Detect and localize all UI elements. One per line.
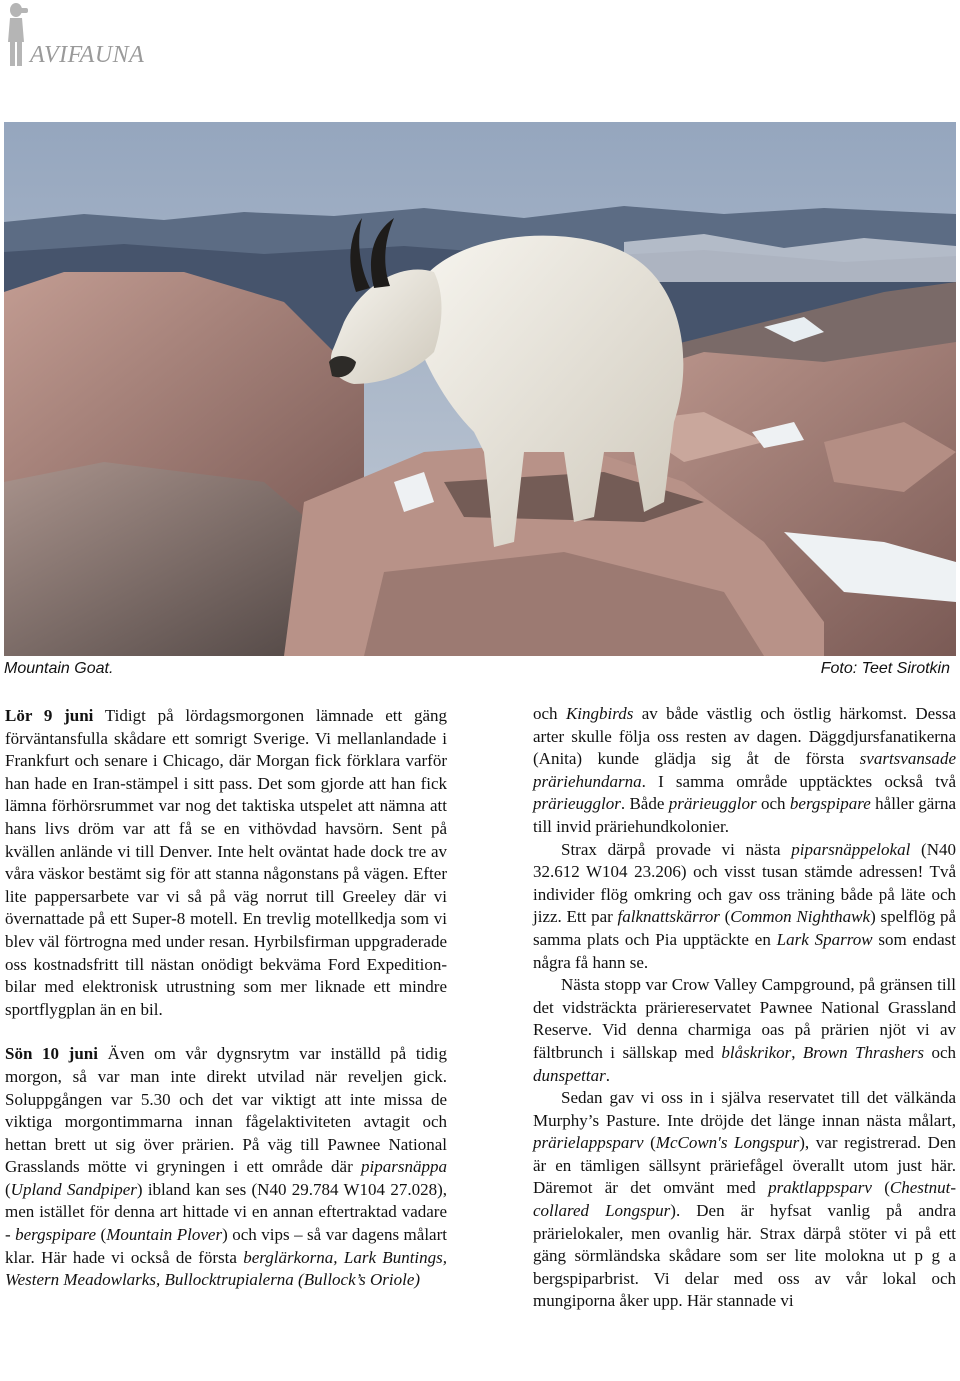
photo-credit: Foto: Teet Sirotkin — [820, 660, 950, 677]
species-name: bergspipare — [789, 794, 871, 814]
species-name: svartsvansade präriehundarna — [533, 749, 956, 791]
species-name: Common Nighthawk — [730, 907, 871, 927]
species-name: dunspettar — [533, 1065, 606, 1085]
paragraph-kingbirds — [533, 703, 956, 839]
species-name: berglärkorna, Lark Buntings, Western Meadowlarks, Bullocktrupialerna (Bullock’s Oriole) — [5, 1247, 448, 1290]
paragraph-text: , — [791, 1042, 803, 1062]
paragraph-text: (N40 32.612 W104 23.206) och visst tusan stämde adressen! Två individer flög omkring och gav oss träning både på läte och jizz. Ett par — [533, 839, 956, 927]
species-name: McCown's Longspur — [655, 1133, 800, 1153]
paragraph-text: ) och vips – så var dagens målart klar. Här hade vi också de första — [5, 1225, 447, 1267]
species-name: Chestnut-collared Longspur — [533, 1178, 956, 1221]
species-name: bergspipare — [15, 1225, 97, 1245]
paragraph-text: ) spelflög på samma plats och Pia upptäckte en — [533, 907, 957, 949]
date-heading: Sön 10 juni — [5, 1044, 98, 1064]
paragraph-text: . I samma område upptäcktes också två — [641, 771, 956, 791]
species-name: falknattskärror — [617, 907, 720, 927]
species-name: blåskrikor — [721, 1042, 792, 1062]
birdwatcher-icon — [2, 0, 32, 70]
species-name: Kingbirds — [565, 704, 634, 723]
paragraph-sunday — [5, 1043, 447, 1292]
species-name: prärielappsparv — [533, 1133, 644, 1153]
paragraph-crow-valley — [533, 974, 956, 1087]
paragraph-text: ). Den är hyfsat vanlig på andra prärielokaler, men ovanlig här. Strax därpå stöter vi på ett gäng sörmländska skådare som ser lite molokna ut p g a bergspiparbrist. Vi delar med oss av vår lokal och mungiporna åker upp. Här stannade vi — [533, 1201, 956, 1311]
paragraph-text: ) ibland kan ses (N40 29.784 W104 27.028), men istället för denna art hittade vi en annan eftertraktad vadare - — [5, 1179, 447, 1245]
paragraph-saturday — [5, 705, 447, 1021]
paragraph-text: som endast några få hann se. — [533, 929, 956, 972]
species-name: Lark Sparrow — [776, 929, 873, 949]
paragraph-text: . Både — [620, 794, 669, 814]
paragraph-text: ( — [871, 1178, 890, 1198]
avifauna-logo — [2, 0, 202, 80]
species-name: Upland Sandpiper — [10, 1179, 137, 1199]
paragraph-text: Sedan gav vi oss in i själva reservatet till det välkända Murphy’s Pasture. Inte dröjde det länge innan nästa målart, — [533, 1088, 956, 1130]
article-right-column — [533, 703, 956, 1313]
paragraph-text: Tidigt på lördagsmorgonen lämnade ett gäng förväntansfulla skådare ett somrigt Sverige. Vi mellanlandade i Frankfurt och senare i Chicago, där Morgan fick förklara varför han hade en Iran-stämpel i sitt pass. Det som gjorde att han fick lämna förhörsrummet var nog det taktiska utspelet att nämna att hans livs dröm var att få se en vithövdad havsörn. Sent på kvällen anlände vi till Denver. Inte helt oväntat hade dock tre av våra väskor bestämt sig för att stanna någonstans på vägen. Efter lite pappersarbete var vi så på väg norrut till Greeley där vi övernattade på ett Super-8 motell. En trevlig motellkedja som vi blev väl förtrogna med under resan. Hyrbilsfirman uppgraderade oss kostnadsfritt till nästan onödigt bekväma Ford Expedition-bilar med elektronisk utrustning som mer liknade ett mindre sportflygplan än en bil. — [5, 706, 447, 1019]
mountain-goat-photo — [4, 122, 956, 656]
species-name: praktlappsparv — [768, 1178, 872, 1198]
paragraph-text: Nästa stopp var Crow Valley Campground, på gränsen till det vidsträckta präriereservatet Pawnee National Grassland Reserve. Vid denna charmiga oas på prärien njöt vi av fältbrunch i sällskap med — [533, 975, 956, 1062]
paragraph-text: ( — [719, 907, 731, 927]
species-name: prärieugglor — [533, 794, 621, 814]
paragraph-text: och — [756, 794, 790, 814]
paragraph-text: Strax därpå provade vi nästa — [561, 839, 792, 859]
paragraph-text: ), var registrerad. Den är en tämligen sällsynt präriefågel överallt utom just här. Däremot är det omvänt med — [533, 1133, 956, 1198]
paragraph-text: ( — [5, 1179, 11, 1199]
species-name: piparsnäppelokal — [791, 839, 911, 859]
article-left-column — [5, 705, 447, 1292]
paragraph-text: håller gärna till invid präriehundkolonier. — [533, 794, 957, 836]
logo-text: AVIFAUNA — [30, 42, 145, 68]
species-name: piparsnäppa — [361, 1157, 447, 1177]
species-name: Brown Thrashers — [802, 1042, 925, 1062]
species-name: Mountain Plover — [106, 1225, 223, 1245]
paragraph-text: Även om vår dygnsrytm var inställd på tidig morgon, så var man inte direkt utvilad när reveljen gick. Soluppgången var 5.30 och det var viktigt att inte missa de viktiga morgontimmarna innan fågelaktiviteten avtagit och hettan brett ut sig över prärien. På väg till Pawnee National Grasslands mötte vi gryningen i ett område där — [5, 1044, 448, 1177]
paragraph-text: och — [533, 704, 566, 723]
paragraph-text: ( — [643, 1133, 656, 1153]
paragraph-murphys-pasture — [533, 1087, 956, 1313]
species-name: prärieugglor — [668, 794, 757, 814]
paragraph-text: ( — [96, 1225, 107, 1245]
paragraph-text: . — [605, 1065, 610, 1085]
paragraph-text: och — [924, 1042, 957, 1062]
date-heading: Lör 9 juni — [5, 706, 94, 725]
photo-caption: Mountain Goat. — [4, 660, 114, 677]
paragraph-text: av både västlig och östlig härkomst. Dessa arter skulle följa oss resten av dagen. Däggdjursfanatikerna (Anita) kunde glädja sig åt de första — [533, 704, 957, 769]
paragraph-sandpiper — [533, 839, 956, 975]
